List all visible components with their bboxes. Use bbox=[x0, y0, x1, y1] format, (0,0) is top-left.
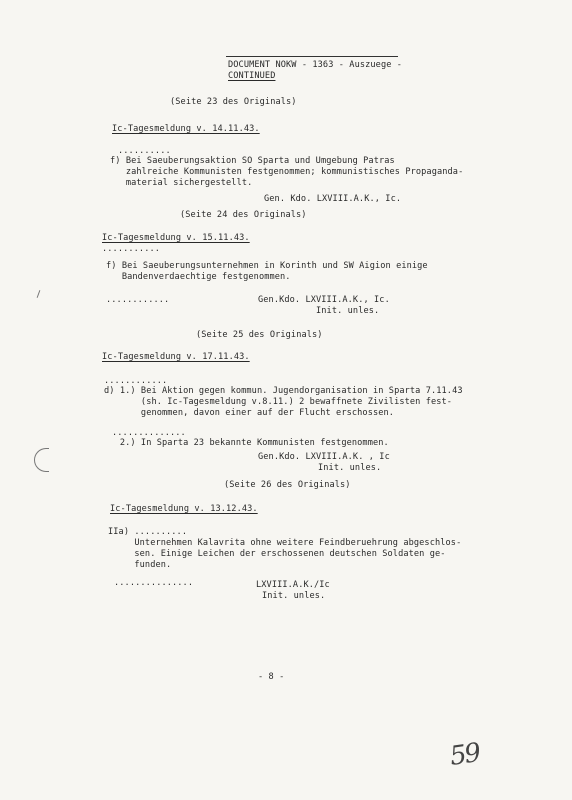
body-line: Bandenverdaechtige festgenommen. bbox=[106, 272, 291, 282]
body-line: material sichergestellt. bbox=[110, 178, 253, 188]
body-line: sen. Einige Leichen der erschossenen deutschen Soldaten ge- bbox=[108, 549, 446, 559]
page-reference: (Seite 24 des Originals) bbox=[180, 210, 307, 220]
section-heading: Ic-Tagesmeldung v. 13.12.43. bbox=[110, 504, 258, 514]
dot-leader: ............... bbox=[114, 578, 194, 588]
signature-line: Init. unles. bbox=[318, 463, 382, 473]
signature-line: Init. unles. bbox=[262, 591, 326, 601]
dot-leader: ............ bbox=[104, 376, 168, 386]
dot-leader: .......... bbox=[118, 146, 171, 156]
header-rule bbox=[226, 56, 398, 57]
page-reference: (Seite 25 des Originals) bbox=[196, 330, 323, 340]
signature-line: LXVIII.A.K./Ic bbox=[256, 580, 330, 590]
body-line: 2.) In Sparta 23 bekannte Kommunisten festgenommen. bbox=[104, 438, 389, 448]
body-line: zahlreiche Kommunisten festgenommen; kommunistisches Propaganda- bbox=[110, 167, 464, 177]
section-heading: Ic-Tagesmeldung v. 14.11.43. bbox=[112, 124, 260, 134]
signature-line: Gen. Kdo. LXVIII.A.K., Ic. bbox=[264, 194, 402, 204]
dot-leader: .............. bbox=[112, 428, 186, 438]
document-header-line2: CONTINUED bbox=[228, 71, 276, 81]
page-reference: (Seite 23 des Originals) bbox=[170, 97, 297, 107]
scan-mark bbox=[37, 290, 41, 298]
document-header-line1: DOCUMENT NOKW - 1363 - Auszuege - bbox=[228, 60, 403, 70]
body-line: Unternehmen Kalavrita ohne weitere Feindberuehrung abgeschlos- bbox=[108, 538, 462, 548]
section-heading: Ic-Tagesmeldung v. 15.11.43. bbox=[102, 233, 250, 243]
body-line: genommen, davon einer auf der Flucht erschossen. bbox=[104, 408, 395, 418]
body-line: (sh. Ic-Tagesmeldung v.8.11.) 2 bewaffnete Zivilisten fest- bbox=[104, 397, 453, 407]
body-line: IIa) .......... bbox=[108, 527, 188, 537]
punch-hole-mark bbox=[34, 448, 49, 472]
page-number: - 8 - bbox=[258, 672, 285, 682]
body-line: funden. bbox=[108, 560, 172, 570]
body-line: f) Bei Saeuberungsaktion SO Sparta und Umgebung Patras bbox=[110, 156, 395, 166]
body-line: d) 1.) Bei Aktion gegen kommun. Jugendorganisation in Sparta 7.11.43 bbox=[104, 386, 463, 396]
signature-line: Gen.Kdo. LXVIII.A.K., Ic. bbox=[258, 295, 390, 305]
body-line: f) Bei Saeuberungsunternehmen in Korinth und SW Aigion einige bbox=[106, 261, 428, 271]
section-heading: Ic-Tagesmeldung v. 17.11.43. bbox=[102, 352, 250, 362]
dot-leader: ........... bbox=[102, 244, 161, 254]
dot-leader: ............ bbox=[106, 295, 170, 305]
page-reference: (Seite 26 des Originals) bbox=[224, 480, 351, 490]
signature-line: Init. unles. bbox=[316, 306, 380, 316]
signature-line: Gen.Kdo. LXVIII.A.K. , Ic bbox=[258, 452, 390, 462]
handwritten-page-number: 59 bbox=[448, 738, 482, 772]
